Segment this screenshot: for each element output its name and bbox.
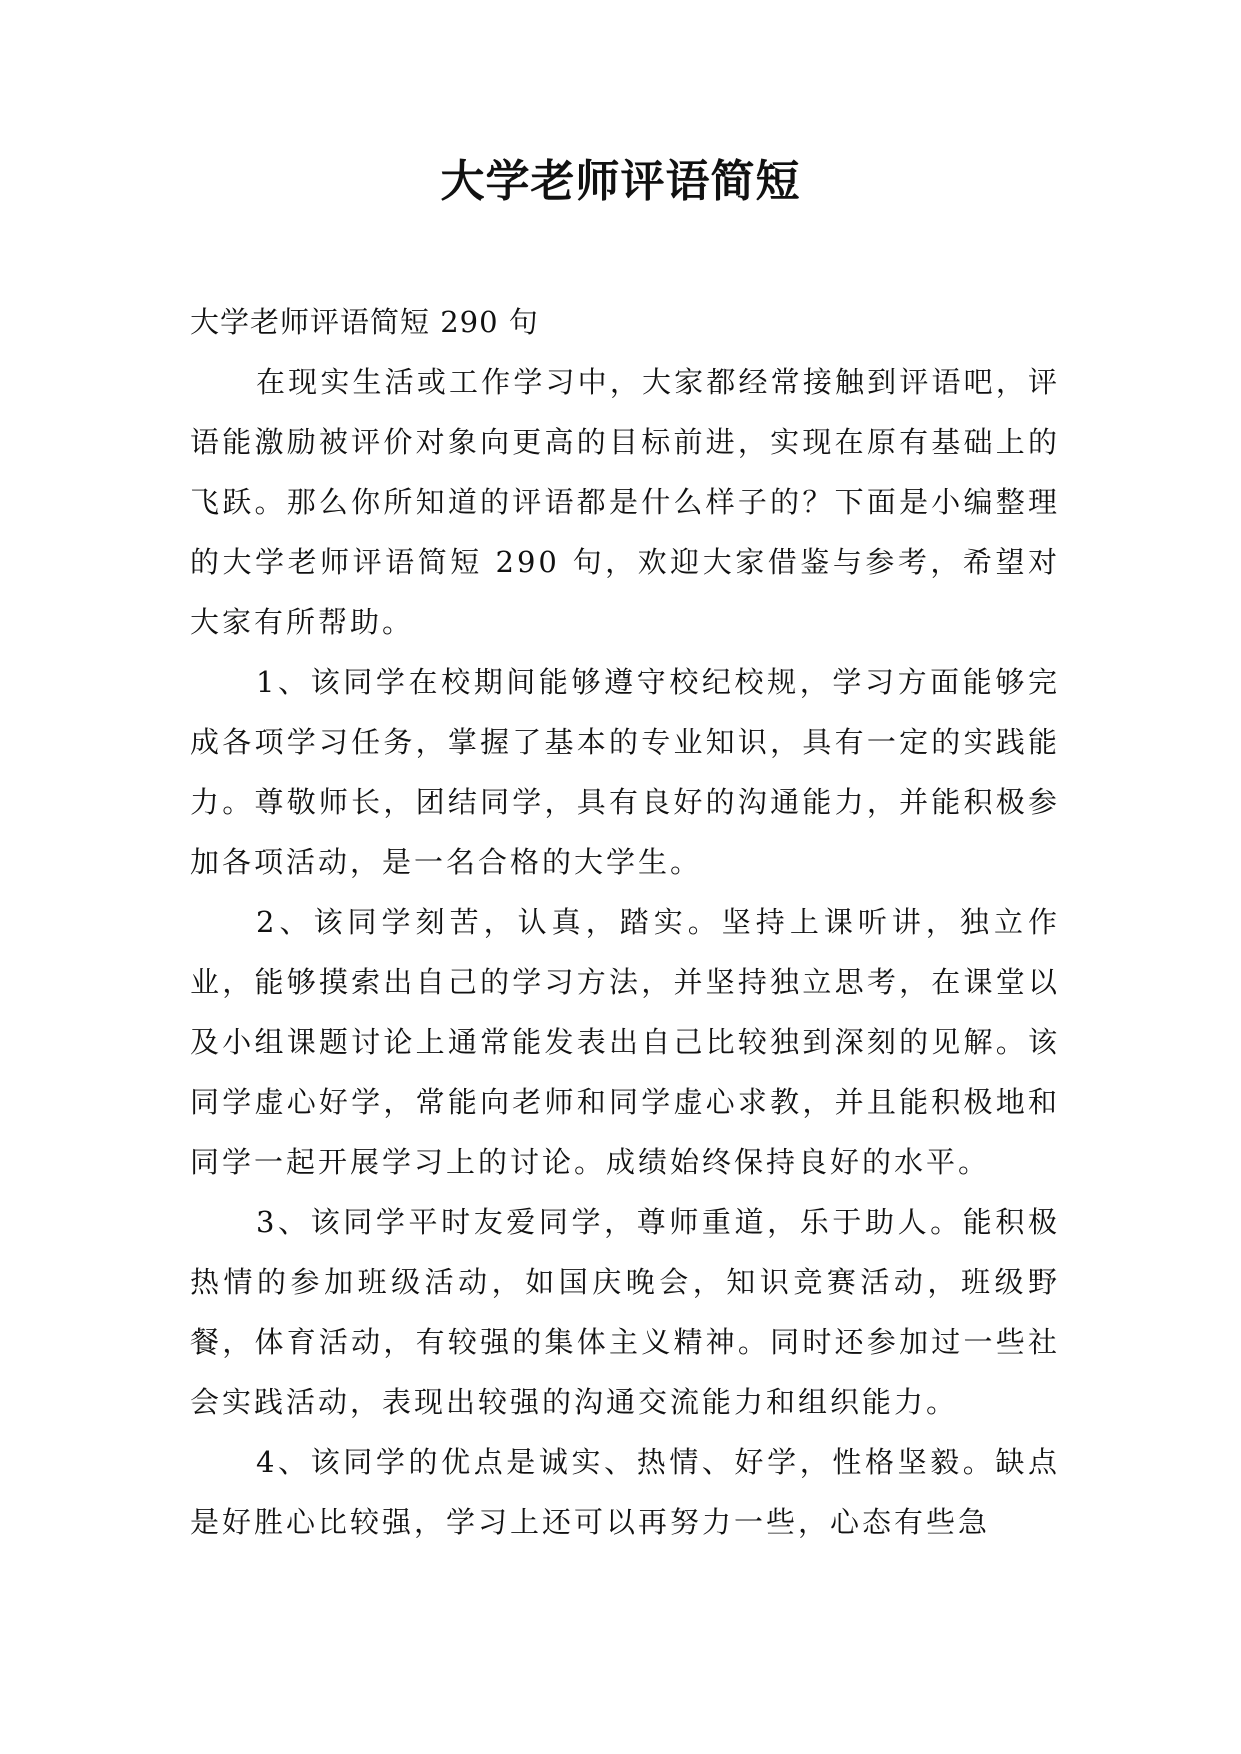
paragraph-intro: 在现实生活或工作学习中，大家都经常接触到评语吧，评语能激励被评价对象向更高的目标前进，实现在原有基础上的飞跃。那么你所知道的评语都是什么样子的？下面是小编整理的大学老师评语简短 290 句，欢迎大家借鉴与参考，希望对大家有所帮助。 <box>190 365 1060 639</box>
paragraph-comment-4: 4、该同学的优点是诚实、热情、好学，性格坚毅。缺点是好胜心比较强，学习上还可以再努力一些，心态有些急 <box>190 1445 1060 1539</box>
document-body <box>190 292 1060 1552</box>
paragraph-comment-3: 3、该同学平时友爱同学，尊师重道，乐于助人。能积极热情的参加班级活动，如国庆晚会，知识竞赛活动，班级野餐，体育活动，有较强的集体主义精神。同时还参加过一些社会实践活动，表现出较强的沟通交流能力和组织能力。 <box>190 1205 1060 1419</box>
document-subtitle: 大学老师评语简短 290 句 <box>190 305 539 339</box>
paragraph-comment-2: 2、该同学刻苦，认真，踏实。坚持上课听讲，独立作业，能够摸索出自己的学习方法，并坚持独立思考，在课堂以及小组课题讨论上通常能发表出自己比较独到深刻的见解。该同学虚心好学，常能向老师和同学虚心求教，并且能积极地和同学一起开展学习上的讨论。成绩始终保持良好的水平。 <box>190 905 1060 1179</box>
paragraph-comment-1: 1、该同学在校期间能够遵守校纪校规，学习方面能够完成各项学习任务，掌握了基本的专业知识，具有一定的实践能力。尊敬师长，团结同学，具有良好的沟通能力，并能积极参加各项活动，是一名合格的大学生。 <box>190 665 1060 879</box>
document-title: 大学老师评语简短 <box>440 156 801 207</box>
